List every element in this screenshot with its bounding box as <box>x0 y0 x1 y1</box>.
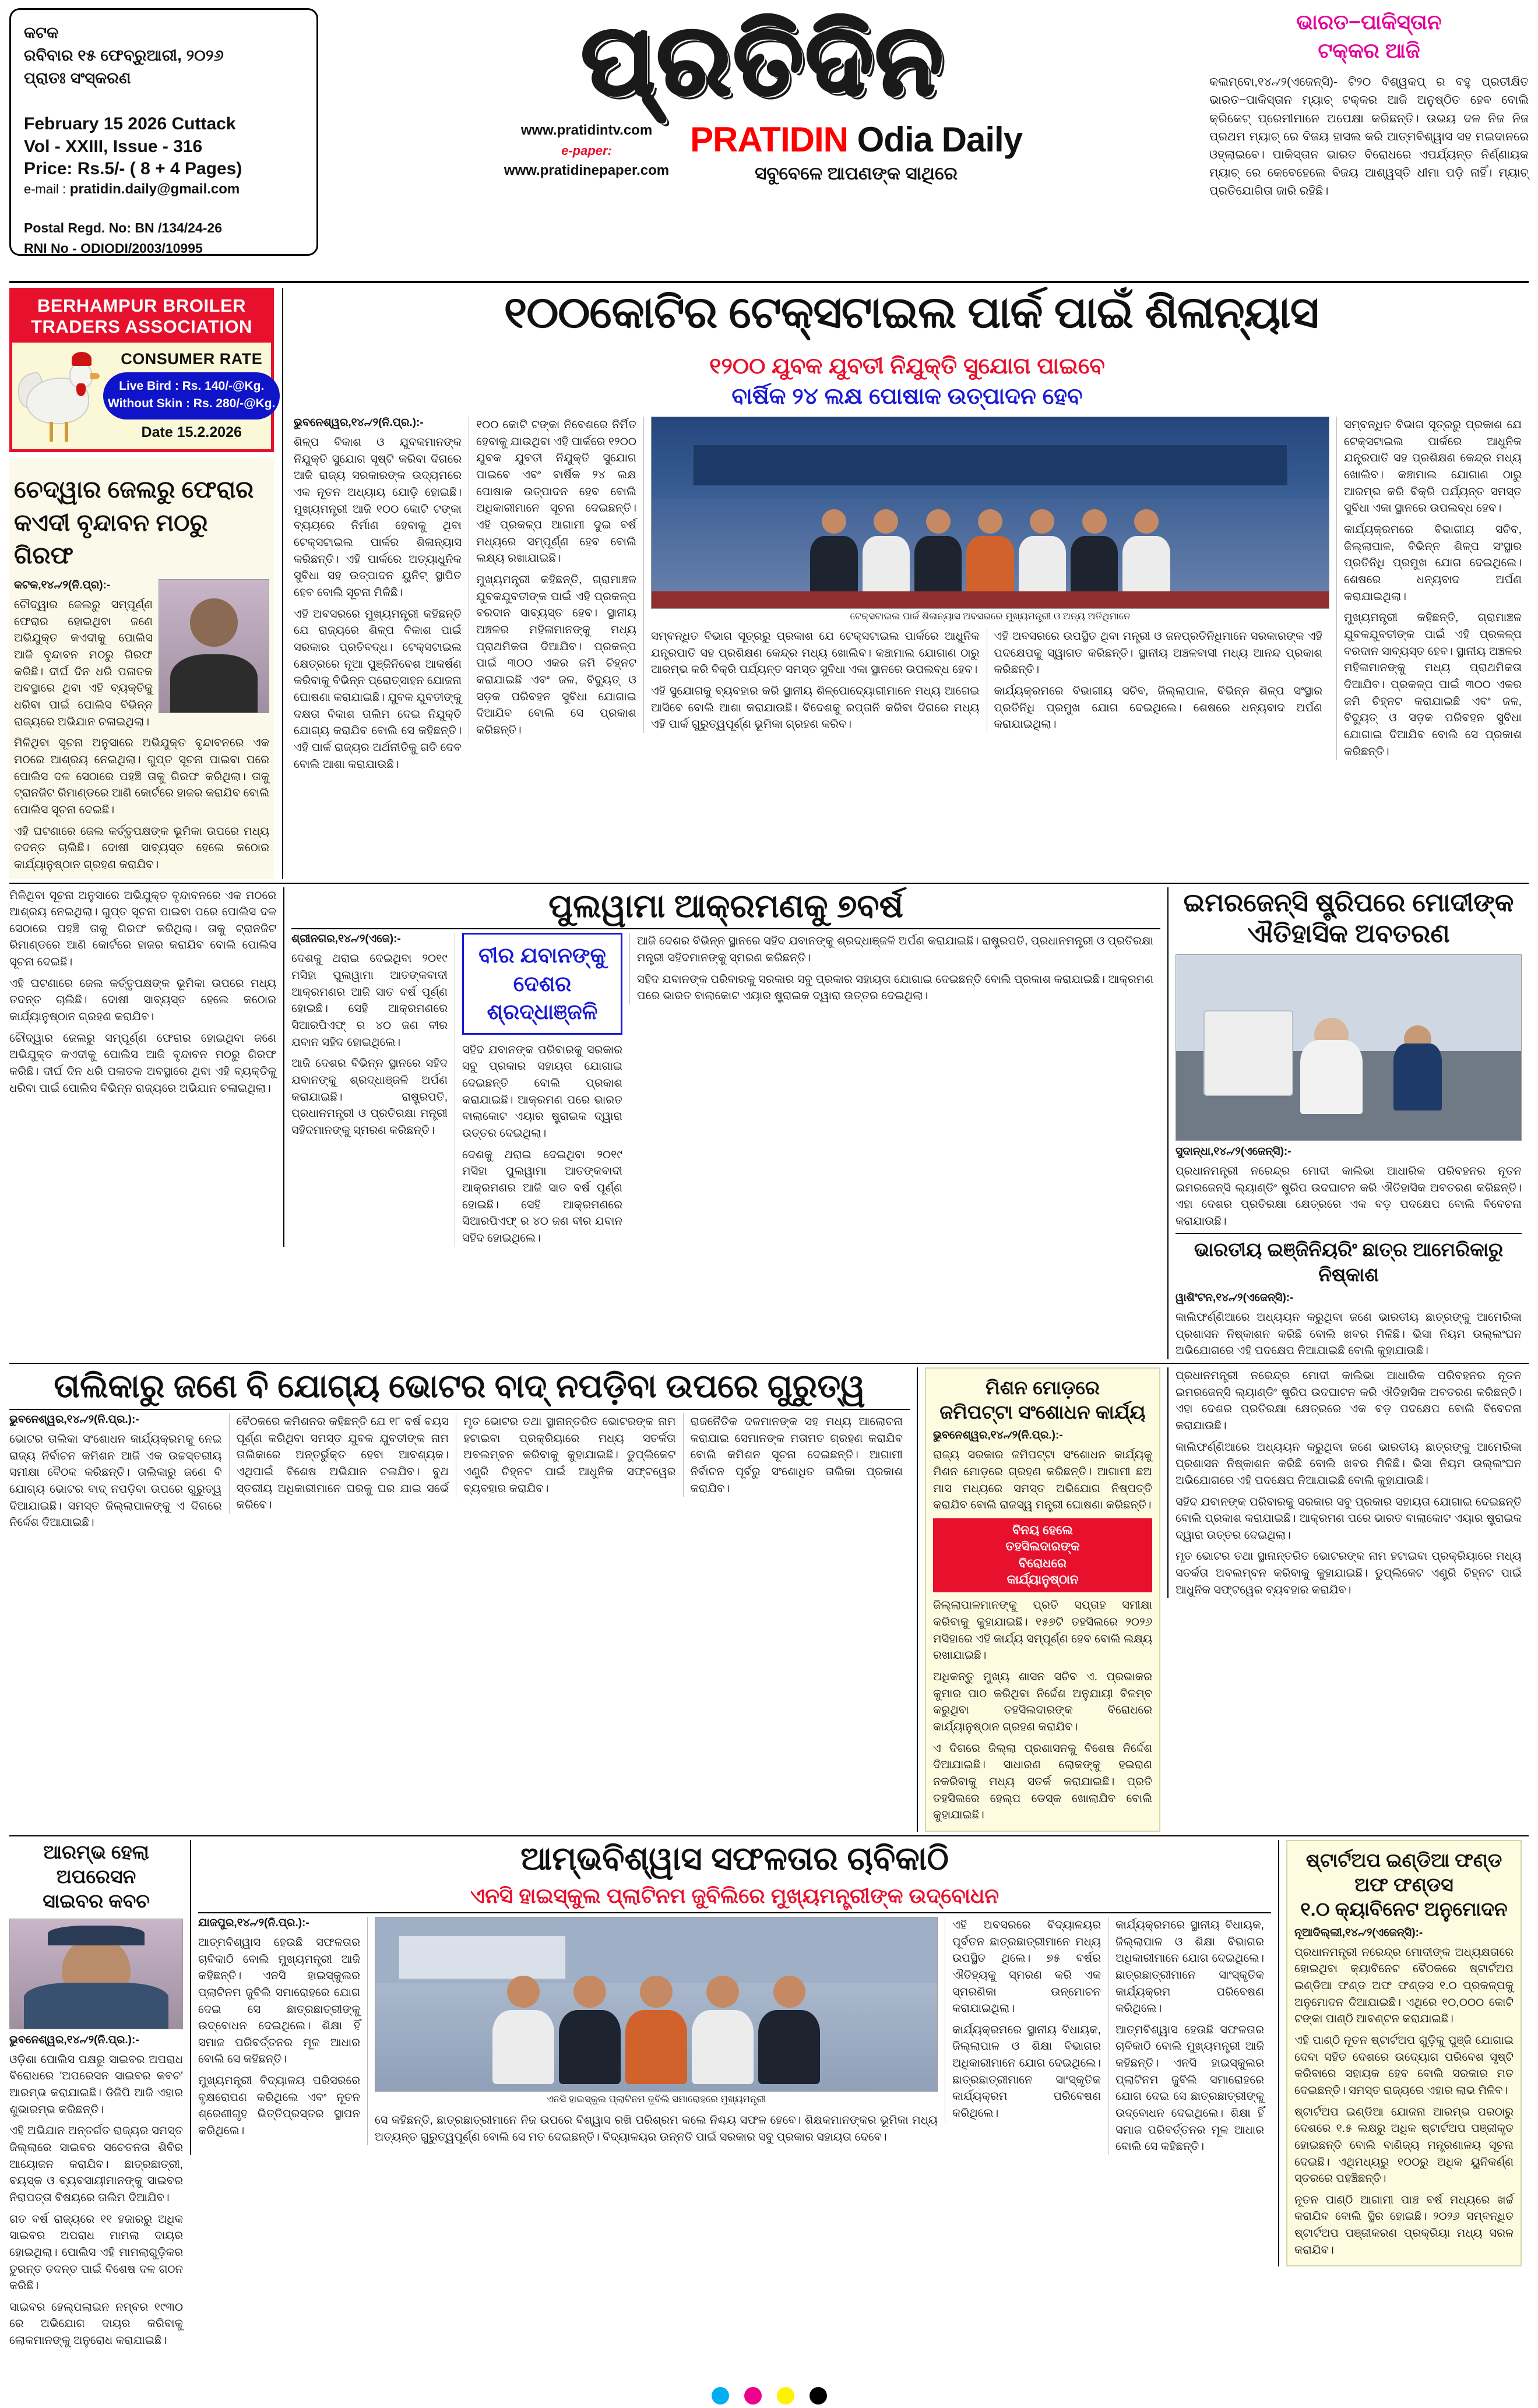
operation-headline-line3: ସାଇବର କବଚ <box>43 1890 150 1912</box>
engineer-byline: ୱାଶିଂଟନ,୧୪୷୨(ଏଜେନ୍ସି):- <box>1176 1291 1294 1304</box>
mission-story <box>925 1367 1160 1832</box>
mission-red-tag <box>933 1518 1152 1592</box>
cmyk-black-dot <box>810 2387 827 2405</box>
operation-para-1: ଓଡ଼ିଶା ପୋଲିସ ପକ୍ଷରୁ ସାଇବର ଅପରାଧ ବିରୋଧରେ 'ଅପରେସନ ସାଇବର କବଚ' ଆରମ୍ଭ କରାଯାଇଛି। ଡିଜିପି ଆଜି ଏହାର ଶୁଭାରମ୍ଭ କରିଛନ୍ତି। <box>9 2053 183 2116</box>
epaper-label: e-paper: <box>561 143 612 158</box>
epaper-url[interactable]: www.pratidinepaper.com <box>504 163 670 179</box>
engineer-cont-2: ସହିଦ ଯବାନଙ୍କ ପରିବାରକୁ ସରକାର ସବୁ ପ୍ରକାର ସହାୟତା ଯୋଗାଇ ଦେଇଛନ୍ତି ବୋଲି ପ୍ରକାଶ କରାଯାଇଛି। ଆକ୍ରମଣ ପରେ ଭାରତ ବାଲାକୋଟ ଏୟାର ଷ୍ଟ୍ରାଇକ ଦ୍ୱାରା ଉତ୍ତର ଦେଇଥିଲା। <box>1176 1495 1522 1542</box>
engineer-cont-3: ମୃତ ଭୋଟର ତଥା ସ୍ଥାନାନ୍ତରିତ ଭୋଟରଙ୍କ ନାମ ହଟାଇବା ପ୍ରକ୍ରିୟାରେ ମଧ୍ୟ ସତର୍କତା ଅବଲମ୍ବନ କରିବାକୁ କୁହାଯାଇଛି। ଡୁପ୍ଲିକେଟ ଏଣ୍ଟ୍ରି ଚିହ୍ନଟ ପାଇଁ ଆଧୁନିକ ସଫ୍ଟୱେର ବ୍ୟବହାର କରାଯିବ। <box>1176 1550 1522 1596</box>
mission-tag-line2: ତହସିଲଦାରଙ୍କ <box>1005 1540 1080 1554</box>
engineer-para-1: କାଲିଫର୍ଣ୍ଣିଆରେ ଅଧ୍ୟୟନ କରୁଥିବା ଜଣେ ଭାରତୀୟ ଛାତ୍ରଙ୍କୁ ଆମେରିକା ପ୍ରଶାସନ ନିଷ୍କାଶନ କରିଛି ବୋଲି ଖବର ମିଳିଛି। ଭିସା ନିୟମ ଉଲ୍ଲଂଘନ ଅଭିଯୋଗରେ ଏହି ପଦକ୍ଷେପ ନିଆଯାଇଛି ବୋଲି କୁହାଯାଉଛି। <box>1176 1310 1522 1358</box>
publication-info-box <box>9 8 318 256</box>
title-odia-daily: Odia Daily <box>847 120 1023 160</box>
mission-para-4: ଏ ଦିଗରେ ଜିଲ୍ଲା ପ୍ରଶାସନକୁ ବିଶେଷ ନିର୍ଦ୍ଦେଶ ଦିଆଯାଇଛି। ସାଧାରଣ ଲୋକଙ୍କୁ ହଇରାଣ ନକରିବାକୁ ମଧ୍ୟ ସତର୍କ କରାଯାଇଛି। ପ୍ରତି ତହସିଲରେ ହେଲ୍ପ ଡେସ୍କ ଖୋଲାଯିବ ବୋଲି କୁହାଯାଇଛି। <box>933 1741 1152 1822</box>
operation-headline-line1: ଆରମ୍ଭ ହେଲା <box>43 1841 149 1863</box>
hero-col1-para2: ଏହି ଅବସରରେ ମୁଖ୍ୟମନ୍ତ୍ରୀ କହିଛନ୍ତି ଯେ ରାଜ୍ୟରେ ଶିଳ୍ପ ବିକାଶ ପାଇଁ ସରକାର ପ୍ରତିବଦ୍ଧ। ଟେକ୍ସଟାଇଲ କ୍ଷେତ୍ରରେ ନୂଆ ପୁଞ୍ଜିନିବେଶ ଆକର୍ଷଣ କରିବାକୁ ବିଭିନ୍ନ ପ୍ରୋତ୍ସାହନ ଯୋଜନା ଘୋଷଣା କରାଯାଇଛି। ଯୁବକ ଯୁବତୀଙ୍କୁ ଦକ୍ଷତା ବିକାଶ ତାଲିମ ଦେଇ ନିଯୁକ୍ତି ଯୋଗ୍ୟ କରାଯିବ ବୋଲି ସେ କହିଛନ୍ତି। ଏହି ପାର୍କ ରାଜ୍ୟର ଅର୍ଥନୀତିକୁ ଗତି ଦେବ ବୋଲି ଆଶା କରାଯାଉଛି। <box>294 607 462 771</box>
chicken-icon <box>16 347 103 443</box>
pulwama-para-5: ଆଜି ଦେଶର ବିଭିନ୍ନ ସ୍ଥାନରେ ସହିଦ ଯବାନଙ୍କୁ ଶ୍ରଦ୍ଧାଞ୍ଜଳି ଅର୍ପଣ କରାଯାଇଛି। ରାଷ୍ଟ୍ରପତି, ପ୍ରଧାନମନ୍ତ୍ରୀ ଓ ପ୍ରତିରକ୍ଷା ମନ୍ତ୍ରୀ ସହିଦମାନଙ୍କୁ ସ୍ମରଣ କରିଛନ୍ତି। <box>637 935 1153 965</box>
modi-photo <box>1176 954 1522 1141</box>
engineer-headline: ଭାରତୀୟ ଇଞ୍ଜିନିୟରିଂ ଛାତ୍ର ଆମେରିକାରୁ ନିଷ୍କାଶ <box>1194 1239 1504 1285</box>
bottom-row <box>9 1840 1529 2349</box>
ad-date: Date 15.2.2026 <box>141 424 242 440</box>
modi-cont-1: ପ୍ରଧାନମନ୍ତ୍ରୀ ନରେନ୍ଦ୍ର ମୋଦୀ କାଲିଭା ଆଧାରିକ ପରିବହନର ନୂତନ ଇମରଜେନ୍ସି ଲ୍ୟାଣ୍ଡିଂ ଷ୍ଟ୍ରିପ ଉଦଘାଟନ କରି ଐତିହାସିକ ଅବତରଣ କରିଛନ୍ତି। ଏହା ଦେଶର ପ୍ରତିରକ୍ଷା କ୍ଷେତ୍ରରେ ଏକ ବଡ଼ ପଦକ୍ଷେପ ବୋଲି ବିବେଚନା କରାଯାଉଛି। <box>1176 1369 1522 1432</box>
pulwama-para-6: ସହିଦ ଯବାନଙ୍କ ପରିବାରକୁ ସରକାର ସବୁ ପ୍ରକାର ସହାୟତା ଯୋଗାଇ ଦେଇଛନ୍ତି ବୋଲି ପ୍ରକାଶ କରାଯାଇଛି। ଆକ୍ରମଣ ପରେ ଭାରତ ବାଲାକୋଟ ଏୟାର ଷ୍ଟ୍ରାଇକ ଦ୍ୱାରା ଉତ୍ତର ଦେଇଥିଲା। <box>637 972 1153 1003</box>
newspaper-logo-odia: ପ୍ରତିଦିନ <box>581 5 945 115</box>
cmyk-yellow-dot <box>777 2387 794 2405</box>
startup-para-4: ନୂତନ ପାଣ୍ଠି ଆଗାମୀ ପାଞ୍ଚ ବର୍ଷ ମଧ୍ୟରେ ଖର୍ଚ୍ଚ କରାଯିବ ବୋଲି ସ୍ଥିର ହୋଇଛି। ୨୦୨୬ ସମ୍ବନ୍ଧିତ ଷ୍ଟାର୍ଟଅପ ପଞ୍ଜୀକରଣ ପ୍ରକ୍ରିୟା ମଧ୍ୟ ସରଳ କରାଯିବ। <box>1294 2193 1514 2257</box>
email-address[interactable]: pratidin.daily@gmail.com <box>69 181 240 197</box>
operation-byline: ଭୁବନେଶ୍ୱର,୧୪୷୨(ନି.ପ୍ର.):- <box>9 2033 139 2046</box>
masthead-flash-column <box>1202 8 1529 276</box>
modi-headline: ଇମରଜେନ୍ସି ଷ୍ଟ୍ରିପରେ ମୋଦୀଙ୍କ ଐତିହାସିକ ଅବତରଣ <box>1183 888 1514 949</box>
ad-rate-pill <box>103 372 280 419</box>
confidence-col-4: କାର୍ଯ୍ୟକ୍ରମରେ ସ୍ଥାନୀୟ ବିଧାୟକ, ଜିଲ୍ଲାପାଳ ଓ ଶିକ୍ଷା ବିଭାଗର ଅଧିକାରୀମାନେ ଯୋଗ ଦେଇଥିଲେ। ଛାତ୍ରଛାତ୍ରୀମାନେ ସାଂସ୍କୃତିକ କାର୍ଯ୍ୟକ୍ରମ ପରିବେଷଣ କରିଥିଲେ। <box>1115 1918 1264 2015</box>
hero-photo <box>651 417 1329 609</box>
modi-para-1: ପ୍ରଧାନମନ୍ତ୍ରୀ ନରେନ୍ଦ୍ର ମୋଦୀ କାଲିଭା ଆଧାରିକ ପରିବହନର ନୂତନ ଇମରଜେନ୍ସି ଲ୍ୟାଣ୍ଡିଂ ଷ୍ଟ୍ରିପ ଉଦଘାଟନ କରି ଐତିହାସିକ ଅବତରଣ କରିଛନ୍ତି। ଏହା ଦେଶର ପ୍ରତିରକ୍ଷା କ୍ଷେତ୍ରରେ ଏକ ବଡ଼ ପଦକ୍ଷେପ ବୋଲି ବିବେଚନା କରାଯାଉଛି। <box>1176 1164 1522 1228</box>
lead-zone <box>9 288 1529 879</box>
ad-title-line2: TRADERS ASSOCIATION <box>31 316 252 337</box>
left-story-photo <box>159 579 269 713</box>
pulwama-headline: ପୁଲୱାମା ଆକ୍ରମଣକୁ ୭ବର୍ଷ <box>548 887 903 924</box>
startup-para-3: ଷ୍ଟାର୍ଟଅପ ଇଣ୍ଡିଆ ଯୋଜନା ଆରମ୍ଭ ପରଠାରୁ ଦେଶରେ ୧.୫ ଲକ୍ଷରୁ ଅଧିକ ଷ୍ଟାର୍ଟଅପ ପଞ୍ଜୀକୃତ ହୋଇଛନ୍ତି ବୋଲି ବାଣିଜ୍ୟ ମନ୍ତ୍ରଣାଳୟ ସୂଚନା ଦେଇଛି। ଏଥିମଧ୍ୟରୁ ୧୦୦ରୁ ଅଧିକ ୟୁନିକର୍ଣ୍ଣ ସ୍ତରରେ ପହଞ୍ଚିଛନ୍ତି। <box>1294 2105 1514 2185</box>
odia-date: ରବିବାର ୧୫ ଫେବ୍ରୁଆରୀ, ୨୦୨୬ <box>24 47 224 65</box>
pulwama-tribute-box <box>462 933 622 1034</box>
lead-right-region <box>283 288 1529 879</box>
startup-para-1: ପ୍ରଧାନମନ୍ତ୍ରୀ ନରେନ୍ଦ୍ର ମୋଦୀଙ୍କ ଅଧ୍ୟକ୍ଷତାରେ ହୋଇଥିବା କ୍ୟାବିନେଟ ବୈଠକରେ ଷ୍ଟାର୍ଟଅପ ଇଣ୍ଡିଆ ଫଣ୍ଡ ଅଫ ଫଣ୍ଡସ ୧.୦ ପ୍ରକଳ୍ପକୁ ଅନୁମୋଦନ ଦିଆଯାଇଛି। ଏଥିରେ ୧୦,୦୦୦ କୋଟି ଟଙ୍କା ପାଣ୍ଠି ଆବଣ୍ଟନ କରାଯାଇଛି। <box>1294 1945 1514 2026</box>
pulwama-para-3: ସହିଦ ଯବାନଙ୍କ ପରିବାରକୁ ସରକାର ସବୁ ପ୍ରକାର ସହାୟତା ଯୋଗାଇ ଦେଇଛନ୍ତି ବୋଲି ପ୍ରକାଶ କରାଯାଇଛି। ଆକ୍ରମଣ ପରେ ଭାରତ ବାଲାକୋଟ ଏୟାର ଷ୍ଟ୍ରାଇକ ଦ୍ୱାରା ଉତ୍ତର ଦେଇଥିଲା। <box>462 1043 622 1140</box>
price: Price: Rs.5/- ( 8 + 4 Pages) <box>24 159 242 179</box>
email-label: e-mail : <box>24 181 66 196</box>
startup-headline-line1: ଷ୍ଟାର୍ଟଅପ ଇଣ୍ଡିଆ ଫଣ୍ଡ ଅଫ ଫଣ୍ଡସ <box>1305 1849 1502 1896</box>
left-story-para-2: ମିଳିଥିବା ସୂଚନା ଅନୁସାରେ ଅଭିଯୁକ୍ତ ବୃନ୍ଦାବନରେ ଏକ ମଠରେ ଆଶ୍ରୟ ନେଇଥିଲା। ଗୁପ୍ତ ସୂଚନା ପାଇବା ପରେ ପୋଲିସ ଦଳ ସେଠାରେ ପହଞ୍ଚି ତାକୁ ଗିରଫ କରିଥିଲା। ତାକୁ ଟ୍ରାନଜିଟ ରିମାଣ୍ଡରେ ଆଣି କୋର୍ଟରେ ହାଜର କରାଯିବ ବୋଲି ପୋଲିସ ସୂଚନା ଦେଇଛି। <box>14 736 269 816</box>
website-block <box>504 120 669 185</box>
hero-headline: ୧୦୦କୋଟିର ଟେକ୍ସଟାଇଲ ପାର୍କ ପାଇଁ ଶିଳାନ୍ୟାସ <box>504 288 1319 337</box>
hero-col4-para2: କାର୍ଯ୍ୟକ୍ରମରେ ବିଭାଗୀୟ ସଚିବ, ଜିଲ୍ଲାପାଳ, ବିଭିନ୍ନ ଶିଳ୍ପ ସଂସ୍ଥାର ପ୍ରତିନିଧି ପ୍ରମୁଖ ଯୋଗ ଦେଇଥିଲେ। ଶେଷରେ ଧନ୍ୟବାଦ ଅର୍ପଣ କରାଯାଇଥିଲା। <box>994 685 1322 731</box>
engineer-cont-1: କାଲିଫର୍ଣ୍ଣିଆରେ ଅଧ୍ୟୟନ କରୁଥିବା ଜଣେ ଭାରତୀୟ ଛାତ୍ରଙ୍କୁ ଆମେରିକା ପ୍ରଶାସନ ନିଷ୍କାଶନ କରିଛି ବୋଲି ଖବର ମିଳିଛି। ଭିସା ନିୟମ ଉଲ୍ଲଂଘନ ଅଭିଯୋଗରେ ଏହି ପଦକ୍ଷେପ ନିଆଯାଇଛି ବୋଲି କୁହାଯାଉଛି। <box>1176 1440 1522 1487</box>
operation-para-2: ଏହି ଅଭିଯାନ ଅନ୍ତର୍ଗତ ରାଜ୍ୟର ସମସ୍ତ ଜିଲ୍ଲାରେ ସାଇବର ସଚେତନତା ଶିବିର ଆୟୋଜନ କରାଯିବ। ଛାତ୍ରଛାତ୍ରୀ, ବୟସ୍କ ଓ ବ୍ୟବସାୟୀମାନଙ୍କୁ ସାଇବର ନିରାପତ୍ତା ବିଷୟରେ ତାଲିମ ଦିଆଯିବ। <box>9 2124 183 2204</box>
masthead-divider <box>9 281 1529 283</box>
left-story-byline: କଟକ,୧୪୷୨(ନି.ପ୍ର):- <box>14 579 111 592</box>
ad-without-skin-rate: Without Skin : Rs. 280/-@Kg. <box>108 397 276 411</box>
left-story-cont-2: ଏହି ଘଟଣାରେ ଜେଲ କର୍ତ୍ତୃପକ୍ଷଙ୍କ ଭୂମିକା ଉପରେ ମଧ୍ୟ ତଦନ୍ତ ଚାଲିଛି। ଦୋଷୀ ସାବ୍ୟସ୍ତ ହେଲେ କଠୋର କାର୍ଯ୍ୟାନୁଷ୍ଠାନ ଗ୍ରହଣ କରାଯିବ। <box>9 976 276 1024</box>
flash-headline-line2: ଟକ୍କର ଆଜି <box>1318 38 1420 62</box>
confidence-col-3b: କାର୍ଯ୍ୟକ୍ରମରେ ସ୍ଥାନୀୟ ବିଧାୟକ, ଜିଲ୍ଲାପାଳ ଓ ଶିକ୍ଷା ବିଭାଗର ଅଧିକାରୀମାନେ ଯୋଗ ଦେଇଥିଲେ। ଛାତ୍ରଛାତ୍ରୀମାନେ ସାଂସ୍କୃତିକ କାର୍ଯ୍ୟକ୍ରମ ପରିବେଷଣ କରିଥିଲେ। <box>952 2023 1101 2120</box>
tribute-line1: ବୀର ଯବାନଙ୍କୁ <box>478 943 606 968</box>
voter-byline: ଭୁବନେଶ୍ୱର,୧୪୷୨(ନି.ପ୍ର.):- <box>9 1413 139 1426</box>
voter-col-4: ରାଜନୈତିକ ଦଳମାନଙ୍କ ସହ ମଧ୍ୟ ଆଲୋଚନା କରାଯାଇ ସେମାନଙ୍କ ମତାମତ ଗ୍ରହଣ କରାଯିବ ବୋଲି କମିଶନ ସୂଚନା ଦେଇଛନ୍ତି। ଆଗାମୀ ନିର୍ବାଚନ ପୂର୍ବରୁ ସଂଶୋଧିତ ତାଲିକା ପ୍ରକାଶ କରାଯିବ। <box>690 1415 903 1495</box>
hero-col3-para1: ସମ୍ବନ୍ଧିତ ବିଭାଗ ସୂତ୍ରରୁ ପ୍ରକାଶ ଯେ ଟେକ୍ସଟାଇଲ ପାର୍କରେ ଆଧୁନିକ ଯନ୍ତ୍ରପାତି ସହ ପ୍ରଶିକ୍ଷଣ କେନ୍ଦ୍ର ମଧ୍ୟ ଖୋଲିବ। କଞ୍ଚାମାଲ ଯୋଗାଣ ଠାରୁ ଆରମ୍ଭ କରି ବିକ୍ରି ପର୍ଯ୍ୟନ୍ତ ସମସ୍ତ ସୁବିଧା ଏକା ସ୍ଥାନରେ ଉପଲବ୍ଧ ହେବ। <box>651 630 980 676</box>
hero-sub-blue: ବାର୍ଷିକ ୨୪ ଲକ୍ଷ ପୋଷାକ ଉତ୍ପାଦନ ହେବ <box>731 384 1083 410</box>
hero-col2-para1: ୧୦୦ କୋଟି ଟଙ୍କା ନିବେଶରେ ନିର୍ମିତ ହେବାକୁ ଯାଉଥିବା ଏହି ପାର୍କରେ ୧୨୦୦ ଯୁବକ ଯୁବତୀ ନିଯୁକ୍ତି ସୁଯୋଗ ପାଇବେ ଏବଂ ବାର୍ଷିକ ୨୪ ଲକ୍ଷ ପୋଷାକ ଉତ୍ପାଦନ ହେବ ବୋଲି ଅଧିକାରୀମାନେ ସୂଚନା ଦେଇଛନ୍ତି। ଏହି ପ୍ରକଳ୍ପ ଆଗାମୀ ଦୁଇ ବର୍ଷ ମଧ୍ୟରେ ସମ୍ପୂର୍ଣ୍ଣ ହେବ ବୋଲି ଲକ୍ଷ୍ୟ ରଖାଯାଇଛି। <box>476 418 636 565</box>
odia-edition: ପ୍ରାତଃ ସଂସ୍କରଣ <box>24 69 131 87</box>
voter-headline: ତାଲିକାରୁ ଜଣେ ବି ଯୋଗ୍ୟ ଭୋଟର ବାଦ୍ ନପଡ଼ିବା ଉପରେ ଗୁରୁତ୍ୱ <box>54 1367 865 1404</box>
cmyk-cyan-dot <box>712 2387 729 2405</box>
operation-para-4: ସାଇବର ହେଲ୍ପଲାଇନ ନମ୍ବର ୧୯୩୦ ରେ ଅଭିଯୋଗ ଦାୟର କରିବାକୁ ଲୋକମାନଙ୍କୁ ଅନୁରୋଧ କରାଯାଇଛି। <box>9 2300 183 2347</box>
startup-para-2: ଏହି ପାଣ୍ଠି ନୂତନ ଷ୍ଟାର୍ଟଅପ ଗୁଡ଼ିକୁ ପୁଞ୍ଜି ଯୋଗାଇ ଦେବା ସହିତ ଦେଶରେ ଉଦ୍ୟୋଗ ପରିବେଶ ସୃଷ୍ଟି କରିବାରେ ସହାୟକ ହେବ ବୋଲି ସରକାର ମତ ଦେଇଛନ୍ତି। ସମସ୍ତ ରାଜ୍ୟରେ ଏହାର ଲାଭ ମିଳିବ। <box>1294 2033 1514 2097</box>
left-story-para-1: ଚୌଦ୍ୱାର ଜେଲରୁ ସମ୍ପୂର୍ଣ୍ଣ ଫେରାର ହୋଇଥିବା ଜଣେ ଅଭିଯୁକ୍ତ କଏଦୀକୁ ପୋଲିସ ଆଜି ବୃନ୍ଦାବନ ମଠରୁ ଗିରଫ କରିଛି। ଦୀର୍ଘ ଦିନ ଧରି ପଳାତକ ଅବସ୍ଥାରେ ଥିବା ଏହି ବ୍ୟକ୍ତିକୁ ଧରିବା ପାଇଁ ପୋଲିସ ବିଭିନ୍ନ ରାଜ୍ୟରେ ଅଭିଯାନ ଚଳାଇଥିଲା। <box>14 598 153 728</box>
hero-col5-para2: କାର୍ଯ୍ୟକ୍ରମରେ ବିଭାଗୀୟ ସଚିବ, ଜିଲ୍ଲାପାଳ, ବିଭିନ୍ନ ଶିଳ୍ପ ସଂସ୍ଥାର ପ୍ରତିନିଧି ପ୍ରମୁଖ ଯୋଗ ଦେଇଥିଲେ। ଶେଷରେ ଧନ୍ୟବାଦ ଅର୍ପଣ କରାଯାଇଥିଲା। <box>1344 523 1522 603</box>
mission-byline: ଭୁବନେଶ୍ୱର,୧୪୷୨(ନି.ପ୍ର.):- <box>933 1429 1063 1442</box>
masthead <box>9 5 1529 276</box>
confidence-byline: ଯାଜପୁର,୧୪୷୨(ନି.ପ୍ର.):- <box>198 1916 309 1929</box>
third-row <box>9 1367 1529 1832</box>
tagline-odia: ସବୁବେଳେ ଆପଣଙ୍କ ସାଥିରେ <box>755 163 958 184</box>
pulwama-para-2: ଆଜି ଦେଶର ବିଭିନ୍ନ ସ୍ଥାନରେ ସହିଦ ଯବାନଙ୍କୁ ଶ୍ରଦ୍ଧାଞ୍ଜଳି ଅର୍ପଣ କରାଯାଇଛି। ରାଷ୍ଟ୍ରପତି, ପ୍ରଧାନମନ୍ତ୍ରୀ ଓ ପ୍ରତିରକ୍ଷା ମନ୍ତ୍ରୀ ସହିଦମାନଙ୍କୁ ସ୍ମରଣ କରିଛନ୍ତି। <box>291 1057 448 1137</box>
mission-para-2: ଜିଲ୍ଲାପାଳମାନଙ୍କୁ ପ୍ରତି ସପ୍ତାହ ସମୀକ୍ଷା କରିବାକୁ କୁହାଯାଇଛି। ୧୫୭ଟି ତହସିଲରେ ୨୦୨୬ ମସିହାରେ ଏହି କାର୍ଯ୍ୟ ସମ୍ପୂର୍ଣ୍ଣ ହେବ ବୋଲି ଲକ୍ଷ୍ୟ ରଖାଯାଇଛି। <box>933 1599 1152 1662</box>
confidence-col-1: ଆତ୍ମବିଶ୍ୱାସ ହେଉଛି ସଫଳତାର ଚାବିକାଠି ବୋଲି ମୁଖ୍ୟମନ୍ତ୍ରୀ ଆଜି କହିଛନ୍ତି। ଏନସି ହାଇସ୍କୁଲର ପ୍ଲାଟିନମ ଜୁବିଲି ସମାରୋହରେ ଯୋଗ ଦେଇ ସେ ଛାତ୍ରଛାତ୍ରୀଙ୍କୁ ଉଦ୍ବୋଧନ ଦେଇଥିଲେ। ଶିକ୍ଷା ହିଁ ସମାଜ ପରିବର୍ତ୍ତନର ମୂଳ ଆଧାର ବୋଲି ସେ କହିଛନ୍ତି। <box>198 1935 360 2066</box>
third-divider <box>9 1835 1529 1836</box>
second-divider <box>9 1363 1529 1364</box>
operation-photo <box>9 1919 183 2029</box>
pulwama-byline: ଶ୍ରୀନଗର,୧୪୷୨(ଏଜେ):- <box>291 933 401 946</box>
ad-consumer-rate-label: CONSUMER RATE <box>121 350 263 368</box>
postal-regd-no: Postal Regd. No: BN /134/24-26 <box>24 220 222 236</box>
startup-headline-line2: ୧.୦ କ୍ୟାବିନେଟ ଅନୁମୋଦନ <box>1300 1898 1508 1920</box>
left-story-cont-3: ଚୌଦ୍ୱାର ଜେଲରୁ ସମ୍ପୂର୍ଣ୍ଣ ଫେରାର ହୋଇଥିବା ଜଣେ ଅଭିଯୁକ୍ତ କଏଦୀକୁ ପୋଲିସ ଆଜି ବୃନ୍ଦାବନ ମଠରୁ ଗିରଫ କରିଛି। ଦୀର୍ଘ ଦିନ ଧରି ପଳାତକ ଅବସ୍ଥାରେ ଥିବା ଏହି ବ୍ୟକ୍ତିକୁ ଧରିବା ପାଇଁ ପୋଲିସ ବିଭିନ୍ନ ରାଜ୍ୟରେ ଅଭିଯାନ ଚଳାଇଥିଲା। <box>9 1031 276 1095</box>
hero-col5-para3: ମୁଖ୍ୟମନ୍ତ୍ରୀ କହିଛନ୍ତି, ଗ୍ରାମାଞ୍ଚଳ ଯୁବକଯୁବତୀଙ୍କ ପାଇଁ ଏହି ପ୍ରକଳ୍ପ ବରଦାନ ସାବ୍ୟସ୍ତ ହେବ। ସ୍ଥାନୀୟ ଅଞ୍ଚଳର ମହିଳାମାନଙ୍କୁ ମଧ୍ୟ ପ୍ରାଥମିକତା ଦିଆଯିବ। ପ୍ରକଳ୍ପ ପାଇଁ ୩୦୦ ଏକର ଜମି ଚିହ୍ନଟ କରାଯାଇଛି ଏବଂ ଜଳ, ବିଦ୍ୟୁତ୍ ଓ ସଡ଼କ ପରିବହନ ସୁବିଧା ଯୋଗାଇ ଦିଆଯିବ ବୋଲି ସେ ପ୍ରକାଶ କରିଛନ୍ତି। <box>1344 611 1522 758</box>
confidence-col-3: ଏହି ଅବସରରେ ବିଦ୍ୟାଳୟର ପୂର୍ବତନ ଛାତ୍ରଛାତ୍ରୀମାନେ ମଧ୍ୟ ଉପସ୍ଥିତ ଥିଲେ। ୭୫ ବର୍ଷର ଐତିହ୍ୟକୁ ସ୍ମରଣ କରି ଏକ ସ୍ମରଣିକା ଉନ୍ମୋଚନ କରାଯାଇଥିଲା। <box>952 1918 1101 2015</box>
lead-divider <box>9 883 1529 884</box>
pulwama-para-4: ଦେଶକୁ ଥରାଇ ଦେଇଥିବା ୨୦୧୯ ମସିହା ପୁଲୱାମା ଆତଙ୍କବାଦୀ ଆକ୍ରମଣର ଆଜି ସାତ ବର୍ଷ ପୂର୍ଣ୍ଣ ହୋଇଛି। ସେହି ଆକ୍ରମଣରେ ସିଆରପିଏଫ୍ ର ୪୦ ଜଣ ବୀର ଯବାନ ସହିଦ ହୋଇଥିଲେ। <box>462 1148 622 1244</box>
voter-col-3: ମୃତ ଭୋଟର ତଥା ସ୍ଥାନାନ୍ତରିତ ଭୋଟରଙ୍କ ନାମ ହଟାଇବା ପ୍ରକ୍ରିୟାରେ ମଧ୍ୟ ସତର୍କତା ଅବଲମ୍ବନ କରିବାକୁ କୁହାଯାଇଛି। ଡୁପ୍ଲିକେଟ ଏଣ୍ଟ୍ରି ଚିହ୍ନଟ ପାଇଁ ଆଧୁନିକ ସଫ୍ଟୱେର ବ୍ୟବହାର କରାଯିବ। <box>463 1415 676 1495</box>
ad-live-bird-rate: Live Bird : Rs. 140/-@Kg. <box>119 379 265 393</box>
confidence-col-1b: ମୁଖ୍ୟମନ୍ତ୍ରୀ ବିଦ୍ୟାଳୟ ପରିସରରେ ବୃକ୍ଷରୋପଣ କରିଥିଲେ ଏବଂ ନୂତନ ଶ୍ରେଣୀଗୃହ ଭିତ୍ତିପ୍ରସ୍ତର ସ୍ଥାପନ କରିଥିଲେ। <box>198 2074 360 2138</box>
left-column <box>9 288 283 879</box>
operation-para-3: ଗତ ବର୍ଷ ରାଜ୍ୟରେ ୧୧ ହଜାରରୁ ଅଧିକ ସାଇବର ଅପରାଧ ମାମଲା ଦାୟର ହୋଇଥିଲା। ପୋଲିସ ଏହି ମାମଲାଗୁଡ଼ିକର ତୁରନ୍ତ ତଦନ୍ତ ପାଇଁ ବିଶେଷ ଦଳ ଗଠନ କରିଛି। <box>9 2212 183 2293</box>
confidence-photo <box>375 1917 938 2092</box>
rni-no: RNI No - ODIODI/2003/10995 <box>24 240 203 256</box>
hero-byline: ଭୁବନେଶ୍ୱର,୧୪୷୨(ନି.ପ୍ର.):- <box>294 417 424 429</box>
confidence-col-2: ସେ କହିଛନ୍ତି, ଛାତ୍ରଛାତ୍ରୀମାନେ ନିଜ ଉପରେ ବିଶ୍ୱାସ ରଖି ପରିଶ୍ରମ କଲେ ନିଶ୍ଚୟ ସଫଳ ହେବେ। ଶିକ୍ଷକମାନଙ୍କର ଭୂମିକା ମଧ୍ୟ ଅତ୍ୟନ୍ତ ଗୁରୁତ୍ୱପୂର୍ଣ୍ଣ ବୋଲି ସେ ମତ ଦେଇଛନ୍ତି। ବିଦ୍ୟାଳୟର ଉନ୍ନତି ପାଇଁ ସରକାର ସବୁ ପ୍ରକାର ସହାୟତା ଦେବେ। <box>375 2113 938 2143</box>
website-url[interactable]: www.pratidintv.com <box>520 122 653 139</box>
mission-headline-line1: ମିଶନ ମୋଡ଼ରେ <box>986 1376 1100 1398</box>
left-story-headline: ଚେଦ୍ୱାର ଜେଲରୁ ଫେରାର କଏଦୀ ବୃନ୍ଦାବନ ମଠରୁ ଗିରଫ <box>14 476 254 569</box>
flash-headline-line1: ଭାରତ−ପାକିସ୍ତାନ <box>1296 10 1442 34</box>
hero-col2-para2: ମୁଖ୍ୟମନ୍ତ୍ରୀ କହିଛନ୍ତି, ଗ୍ରାମାଞ୍ଚଳ ଯୁବକଯୁବତୀଙ୍କ ପାଇଁ ଏହି ପ୍ରକଳ୍ପ ବରଦାନ ସାବ୍ୟସ୍ତ ହେବ। ସ୍ଥାନୀୟ ଅଞ୍ଚଳର ମହିଳାମାନଙ୍କୁ ମଧ୍ୟ ପ୍ରାଥମିକତା ଦିଆଯିବ। ପ୍ରକଳ୍ପ ପାଇଁ ୩୦୦ ଏକର ଜମି ଚିହ୍ନଟ କରାଯାଇଛି ଏବଂ ଜଳ, ବିଦ୍ୟୁତ୍ ଓ ସଡ଼କ ପରିବହନ ସୁବିଧା ଯୋଗାଇ ଦିଆଯିବ ବୋଲି ସେ ପ୍ରକାଶ କରିଛନ୍ତି। <box>476 573 636 736</box>
left-story-para-3: ଏହି ଘଟଣାରେ ଜେଲ କର୍ତ୍ତୃପକ୍ଷଙ୍କ ଭୂମିକା ଉପରେ ମଧ୍ୟ ତଦନ୍ତ ଚାଲିଛି। ଦୋଷୀ ସାବ୍ୟସ୍ତ ହେଲେ କଠୋର କାର୍ଯ୍ୟାନୁଷ୍ଠାନ ଗ୍ରହଣ କରାଯିବ। <box>14 824 269 871</box>
odia-city: କଟକ <box>24 24 59 41</box>
masthead-logo-column <box>324 5 1202 276</box>
pulwama-para-1: ଦେଶକୁ ଥରାଇ ଦେଇଥିବା ୨୦୧୯ ମସିହା ପୁଲୱାମା ଆତଙ୍କବାଦୀ ଆକ୍ରମଣର ଆଜି ସାତ ବର୍ଷ ପୂର୍ଣ୍ଣ ହୋଇଛି। ସେହି ଆକ୍ରମଣରେ ସିଆରପିଏଫ୍ ର ୪୦ ଜଣ ବୀର ଯବାନ ସହିଦ ହୋଇଥିଲେ। <box>291 952 448 1049</box>
volume-issue: Vol - XXIII, Issue - 316 <box>24 136 203 156</box>
startup-byline: ନୂଆଦିଲ୍ଲୀ,୧୪୷୨(ଏଜେନ୍ସି):- <box>1294 1926 1423 1939</box>
startup-story <box>1286 1840 1522 2267</box>
cmyk-magenta-dot <box>744 2387 762 2405</box>
flash-body-text: କଲମ୍ବୋ,୧୪୷୨(ଏଜେନ୍ସି)- ଟି୨୦ ବିଶ୍ୱକପ୍ ର ବହୁ ପ୍ରତୀକ୍ଷିତ ଭାରତ−ପାକିସ୍ତାନ ମ୍ୟାଚ୍ ଟକ୍କର ଆଜି ଅନୁଷ୍ଠିତ ହେବ ବୋଲି କ୍ରିକେଟ୍ ପ୍ରେମୀମାନେ ଅପେକ୍ଷା କରିଛନ୍ତି। ଉଭୟ ଦଳ ନିଜ ନିଜ ପ୍ରଥମ ମ୍ୟାଚ୍ ରେ ବିଜୟ ହାସଲ କରି ଆତ୍ମବିଶ୍ୱାସ ସହ ମଇଦାନରେ ଓହ୍ଲାଇବେ। ପାକିସ୍ତାନ ଭାରତ ବିରୋଧରେ ଏପର୍ଯ୍ୟନ୍ତ ନିର୍ଣ୍ଣାୟକ ମ୍ୟାଚ୍ ରେ କେବେହେଲେ ବିଜୟ ଆଶ୍ୱସ୍ତି ଧୀମା ପଡ଼ି ନାହିଁ। ମ୍ୟାଚ୍ ପ୍ରତିଯୋଗିତା ଜାରି ରହିଛି। <box>1209 75 1529 198</box>
title-block <box>690 119 1022 185</box>
mission-tag-line4: କାର୍ଯ୍ୟାନୁଷ୍ଠାନ <box>1006 1573 1079 1587</box>
mission-para-3: ଅଧିକନ୍ତୁ ମୁଖ୍ୟ ଶାସନ ସଚିବ ଏ. ପ୍ରଭାକର କୁମାର ପାଠ କରିଥିବା ନିର୍ଦ୍ଦେଶ ଅନୁଯାୟୀ ବିଳମ୍ବ କରୁଥିବା ତହସିଲଦାରଙ୍କ ବିରୋଧରେ କାର୍ଯ୍ୟାନୁଷ୍ଠାନ ଗ୍ରହଣ କରାଯିବ। <box>933 1670 1152 1733</box>
confidence-photo-caption: ଏନସି ହାଇସ୍କୁଲ ପ୍ଲାଟିନମ ଜୁବିଲି ସମାରୋହରେ ମୁଖ୍ୟମନ୍ତ୍ରୀ <box>546 2093 766 2104</box>
mission-para-1: ରାଜ୍ୟ ସରକାର ଜମିପଟ୍ଟା ସଂଶୋଧନ କାର୍ଯ୍ୟକୁ ମିଶନ ମୋଡ଼ରେ ଗ୍ରହଣ କରିଛନ୍ତି। ଆଗାମୀ ଛଅ ମାସ ମଧ୍ୟରେ ସମସ୍ତ ଅଭିଯୋଗ ନିଷ୍ପତ୍ତି କରାଯିବ ବୋଲି ରାଜସ୍ୱ ମନ୍ତ୍ରୀ ଘୋଷଣା କରିଛନ୍ତି। <box>933 1448 1152 1512</box>
hero-col4-para1: ଏହି ଅବସରରେ ଉପସ୍ଥିତ ଥିବା ମନ୍ତ୍ରୀ ଓ ଜନପ୍ରତିନିଧିମାନେ ସରକାରଙ୍କ ଏହି ପଦକ୍ଷେପକୁ ସ୍ୱାଗତ କରିଛନ୍ତି। ସ୍ଥାନୀୟ ଅଞ୍ଚଳବାସୀ ମଧ୍ୟ ଆନନ୍ଦ ପ୍ରକାଶ କରିଛନ୍ତି। <box>994 630 1322 676</box>
tribute-line2: ଦେଶର ଶ୍ରଦ୍ଧାଞ୍ଜଳି <box>487 971 598 1024</box>
masthead-info-column <box>9 8 324 276</box>
hero-photo-caption: ଟେକ୍ସଟାଇଲ ପାର୍କ ଶିଳାନ୍ୟାସ ଅବସରରେ ମୁଖ୍ୟମନ୍ତ୍ରୀ ଓ ଅନ୍ୟ ଅତିଥିମାନେ <box>850 611 1131 622</box>
mission-headline-line2: ଜମିପଟ୍ଟା ସଂଶୋଧନ କାର୍ଯ୍ୟ <box>939 1401 1146 1423</box>
voter-col-2: ବୈଠକରେ କମିଶନର କହିଛନ୍ତି ଯେ ୧୮ ବର୍ଷ ବୟସ ପୂର୍ଣ୍ଣ କରିଥିବା ସମସ୍ତ ଯୁବକ ଯୁବତୀଙ୍କ ନାମ ତାଲିକାରେ ଅନ୍ତର୍ଭୁକ୍ତ ହେବା ଆବଶ୍ୟକ। ଏଥିପାଇଁ ବିଶେଷ ଅଭିଯାନ ଚଳାଯିବ। ବୁଥ ସ୍ତରୀୟ ଅଧିକାରୀମାନେ ଘରକୁ ଘର ଯାଇ ସର୍ଭେ କରିବେ। <box>236 1415 449 1512</box>
mission-tag-line3: ବିରୋଧରେ <box>1018 1556 1067 1570</box>
mission-tag-line1: ବିନୟ ହେଲେ <box>1012 1524 1073 1538</box>
operation-headline-line2: ଅପରେସନ <box>56 1866 136 1888</box>
left-story-cont-1: ମିଳିଥିବା ସୂଚନା ଅନୁସାରେ ଅଭିଯୁକ୍ତ ବୃନ୍ଦାବନରେ ଏକ ମଠରେ ଆଶ୍ରୟ ନେଇଥିଲା। ଗୁପ୍ତ ସୂଚନା ପାଇବା ପରେ ପୋଲିସ ଦଳ ସେଠାରେ ପହଞ୍ଚି ତାକୁ ଗିରଫ କରିଥିଲା। ତାକୁ ଟ୍ରାନଜିଟ ରିମାଣ୍ଡରେ ଆଣି କୋର୍ଟରେ ହାଜର କରାଯିବ ବୋଲି ପୋଲିସ ସୂଚନା ଦେଇଛି। <box>9 889 276 969</box>
modi-byline: ସୁଦାନ୍ଧା,୧୪୷୨(ଏଜେନ୍ସି):- <box>1176 1145 1291 1158</box>
title-pratidin: PRATIDIN <box>690 120 848 160</box>
confidence-subheadline: ଏନସି ହାଇସ୍କୁଲ ପ୍ଲାଟିନମ ଜୁବିଲିରେ ମୁଖ୍ୟମନ୍ତ୍ରୀଙ୍କ ଉଦ୍ବୋଧନ <box>470 1883 999 1908</box>
confidence-headline: ଆମ୍ଭବିଶ୍ୱାସ ସଫଳତାର ଚାବିକାଠି <box>520 1839 949 1877</box>
broiler-ad[interactable] <box>9 288 274 452</box>
hero-sub-red: ୧୨୦୦ ଯୁବକ ଯୁବତୀ ନିଯୁକ୍ତି ସୁଯୋଗ ପାଇବେ <box>709 354 1105 379</box>
hero-col5-para1: ସମ୍ବନ୍ଧିତ ବିଭାଗ ସୂତ୍ରରୁ ପ୍ରକାଶ ଯେ ଟେକ୍ସଟାଇଲ ପାର୍କରେ ଆଧୁନିକ ଯନ୍ତ୍ରପାତି ସହ ପ୍ରଶିକ୍ଷଣ କେନ୍ଦ୍ର ମଧ୍ୟ ଖୋଲିବ। କଞ୍ଚାମାଲ ଯୋଗାଣ ଠାରୁ ଆରମ୍ଭ କରି ବିକ୍ରି ପର୍ଯ୍ୟନ୍ତ ସମସ୍ତ ସୁବିଧା ଏକା ସ୍ଥାନରେ ଉପଲବ୍ଧ ହେବ। <box>1344 418 1522 515</box>
cmyk-registration-marks <box>0 2387 1538 2405</box>
second-row <box>9 887 1529 1359</box>
ad-title-line1: BERHAMPUR BROILER <box>37 295 247 316</box>
left-story <box>9 458 274 879</box>
hero-col1-para1: ଶିଳ୍ପ ବିକାଶ ଓ ଯୁବକମାନଙ୍କ ନିଯୁକ୍ତି ସୁଯୋଗ ସୃଷ୍ଟି କରିବା ଦିଗରେ ଆଜି ରାଜ୍ୟ ସରକାରଙ୍କ ଉଦ୍ୟମରେ ଏକ ନୂତନ ଅଧ୍ୟାୟ ଯୋଡ଼ି ହୋଇଛି। ମୁଖ୍ୟମନ୍ତ୍ରୀ ଆଜି ୧୦୦ କୋଟି ଟଙ୍କା ବ୍ୟୟରେ ନିର୍ମାଣ ହେବାକୁ ଥିବା ଟେକ୍ସଟାଇଲ ପାର୍କର ଶିଳାନ୍ୟାସ କରିଛନ୍ତି। ଏହି ପାର୍କରେ ଅତ୍ୟାଧୁନିକ ସୁବିଧା ସହ ଉତ୍ପାଦନ ୟୁନିଟ୍ ସ୍ଥାପିତ ହେବ ବୋଲି ସୂଚନା ମିଳିଛି। <box>294 436 462 600</box>
confidence-col-4b: ଆତ୍ମବିଶ୍ୱାସ ହେଉଛି ସଫଳତାର ଚାବିକାଠି ବୋଲି ମୁଖ୍ୟମନ୍ତ୍ରୀ ଆଜି କହିଛନ୍ତି। ଏନସି ହାଇସ୍କୁଲର ପ୍ଲାଟିନମ ଜୁବିଲି ସମାରୋହରେ ଯୋଗ ଦେଇ ସେ ଛାତ୍ରଛାତ୍ରୀଙ୍କୁ ଉଦ୍ବୋଧନ ଦେଇଥିଲେ। ଶିକ୍ଷା ହିଁ ସମାଜ ପରିବର୍ତ୍ତନର ମୂଳ ଆଧାର ବୋଲି ସେ କହିଛନ୍ତି। <box>1115 2023 1264 2153</box>
english-date-city: February 15 2026 Cuttack <box>24 114 236 134</box>
hero-col3-para2: ଏହି ସୁଯୋଗକୁ ବ୍ୟବହାର କରି ସ୍ଥାନୀୟ ଶିଳ୍ପୋଦ୍ୟୋଗୀମାନେ ମଧ୍ୟ ଆଗେଇ ଆସିବେ ବୋଲି ଆଶା କରାଯାଉଛି। ବିଦେଶକୁ ରପ୍ତାନି କରିବା ଦିଗରେ ମଧ୍ୟ ଏହି ପାର୍କ ଗୁରୁତ୍ୱପୂର୍ଣ୍ଣ ଭୂମିକା ଗ୍ରହଣ କରିବ। <box>651 685 980 731</box>
voter-col-1: ଭୋଟର ତାଲିକା ସଂଶୋଧନ କାର୍ଯ୍ୟକ୍ରମକୁ ନେଇ ରାଜ୍ୟ ନିର୍ବାଚନ କମିଶନ ଆଜି ଏକ ଉଚ୍ଚସ୍ତରୀୟ ସମୀକ୍ଷା ବୈଠକ କରିଛନ୍ତି। ତାଲିକାରୁ ଜଣେ ବି ଯୋଗ୍ୟ ଭୋଟର ବାଦ୍ ନପଡ଼ିବା ଉପରେ ଗୁରୁତ୍ୱ ଦିଆଯାଇଛି। ସମସ୍ତ ଜିଲ୍ଲାପାଳଙ୍କୁ ଏ ଦିଗରେ ନିର୍ଦ୍ଦେଶ ଦିଆଯାଇଛି। <box>9 1432 222 1529</box>
